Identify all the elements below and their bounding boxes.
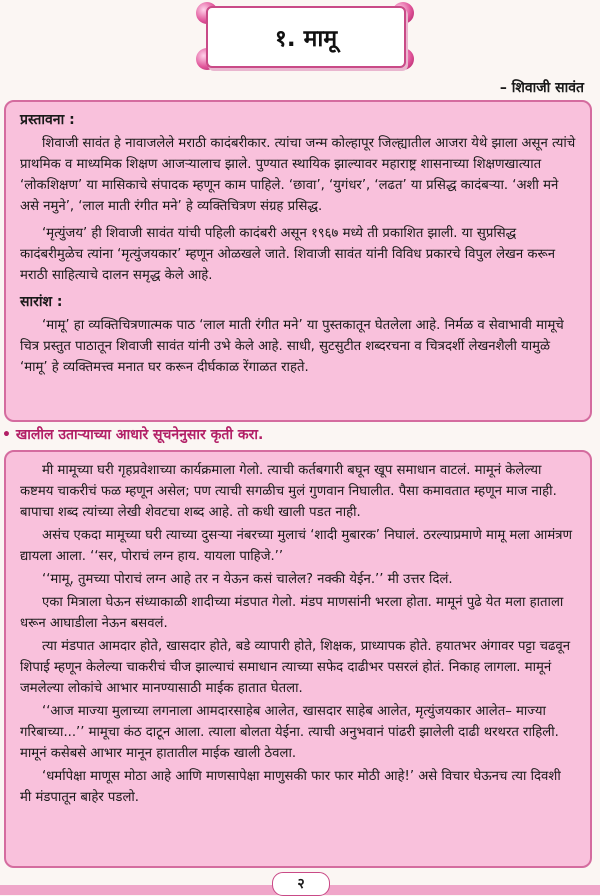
summary-paragraph: ‘मामू’ हा व्यक्तिचित्रणात्मक पाठ ‘लाल माती रंगीत मने’ या पुस्तकातून घेतलेला आहे. निर्मळ व सेवाभावी मामूचे चित्र प्रस्तुत पाठातून शिवाजी सावंत यांनी उभे केले आहे. साधी, सुटसुटीत शब्दरचना व चित्रदर्शी लेखनशैली यामुळे ‘मामू’ हे व्यक्तिमत्त्व मनात घर करून दीर्घकाळ रेंगाळत राहते. xyxy=(20,318,564,375)
passage-paragraph: त्या मंडपात आमदार होते, खासदार होते, बडे व्यापारी होते, शिक्षक, प्राध्यापक होते. हयातभर अंगावर पट्टा चढवून शिपाई म्हणून केलेल्या चाकरीचं चीज झाल्याचं समाधान त्याच्या सफेद दाढीभर पसरलं होतं. निकाह लागला. मामूनं जमलेल्या लोकांचे आभार मानण्यासाठी माईक हातात घेतला. xyxy=(20,639,571,696)
title-frame xyxy=(196,2,414,70)
author-name: – शिवाजी सावंत xyxy=(499,80,584,96)
passage-paragraph: ‘‘आज माज्या मुलाच्या लगनाला आमदारसाहेब आलेत, खासदार साहेब आलेत, मृत्युंजयकार आलेत– माज्या गरिबाच्या...’’ मामूचा कंठ दाटून आला. त्याला बोलता येईना. त्याची अनुभवानं पांढरी झालेली दाढी थरथरत राहिली. मामूनं कसेबसे आभार मानून हातातील माईक खाली ठेवला. xyxy=(20,704,559,761)
exercise-instruction: • खालील उताऱ्याच्या आधारे सूचनेनुसार कृती करा. xyxy=(2,427,264,443)
passage-paragraph: एका मित्राला घेऊन संध्याकाळी शादीच्या मंडपात गेलो. मंडप माणसांनी भरला होता. मामूनं पुढे येत मला हाताला धरून आघाडीला नेऊन बसवलं. xyxy=(20,595,564,631)
passage-paragraph: ‘‘मामू, तुमच्या पोराचं लग्न आहे तर न येऊन कसं चालेल? नक्की येईन.’’ मी उत्तर दिलं. xyxy=(42,572,453,587)
summary-heading: सारांश : xyxy=(20,294,63,310)
intro-box xyxy=(4,100,592,422)
passage-paragraph: मी मामूच्या घरी गृहप्रवेशाच्या कार्यक्रमाला गेलो. त्याची कर्तबगारी बघून खूप समाधान वाटलं. मामूनं केलेल्या कष्टमय चाकरीचं फळ म्हणून असेल; पण त्याची सगळीच मुलं गुणवान निघालीत. पैसा कमावतात म्हणून माज नाही. बापाचा शब्द त्यांच्या लेखी शेवटचा शब्द आहे. तो कधी खाली पडत नाही. xyxy=(20,463,557,520)
chapter-title: १. मामू xyxy=(206,6,406,68)
passage-paragraph: ‘धर्मापेक्षा माणूस मोठा आहे आणि माणसापेक्षा माणुसकी फार फार मोठी आहे!’ असे विचार घेऊनच त्या दिवशी मी मंडपातून बाहेर पडलो. xyxy=(20,769,561,805)
intro-paragraph-1: शिवाजी सावंत हे नावाजलेले मराठी कादंबरीकार. त्यांचा जन्म कोल्हापूर जिल्ह्यातील आजरा येथे झाला असून त्यांचे प्राथमिक व माध्यमिक शिक्षण आजऱ्यालाच झाले. पुण्यात स्थायिक झाल्यावर महाराष्ट्र शासनाच्या शिक्षणखात्यात ‘लोकशिक्षण’ या मासिकाचे संपादक म्हणून काम पाहिले. ‘छावा’, ‘युगंधर’, ‘लढत’ या प्रसिद्ध कादंबऱ्या. ‘अशी मने असे नमुने’, ‘लाल माती रंगीत मने’ हे व्यक्तिचित्रण संग्रह प्रसिद्ध. xyxy=(20,136,576,214)
intro-paragraph-2: ‘मृत्युंजय’ ही शिवाजी सावंत यांची पहिली कादंबरी असून १९६७ मध्ये ती प्रकाशित झाली. या सुप्रसिद्ध कादंबरीमुळेच त्यांना ‘मृत्युंजयकार’ म्हणून ओळखले जाते. शिवाजी सावंत यांनी विविध प्रकारचे विपुल लेखन करून मराठी साहित्याचे दालन समृद्ध केले आहे. xyxy=(20,226,556,283)
intro-heading: प्रस्तावना : xyxy=(20,112,75,128)
passage-paragraph: असंच एकदा मामूच्या घरी त्याच्या दुसऱ्या नंबरच्या मुलाचं ‘शादी मुबारक’ निघालं. ठरल्याप्रमाणे मामू मला आमंत्रण द्यायला आला. ‘‘सर, पोराचं लग्न हाय. यायला पाहिजे.’’ xyxy=(20,528,573,564)
passage-box xyxy=(4,450,592,868)
page-number: २ xyxy=(272,872,330,896)
